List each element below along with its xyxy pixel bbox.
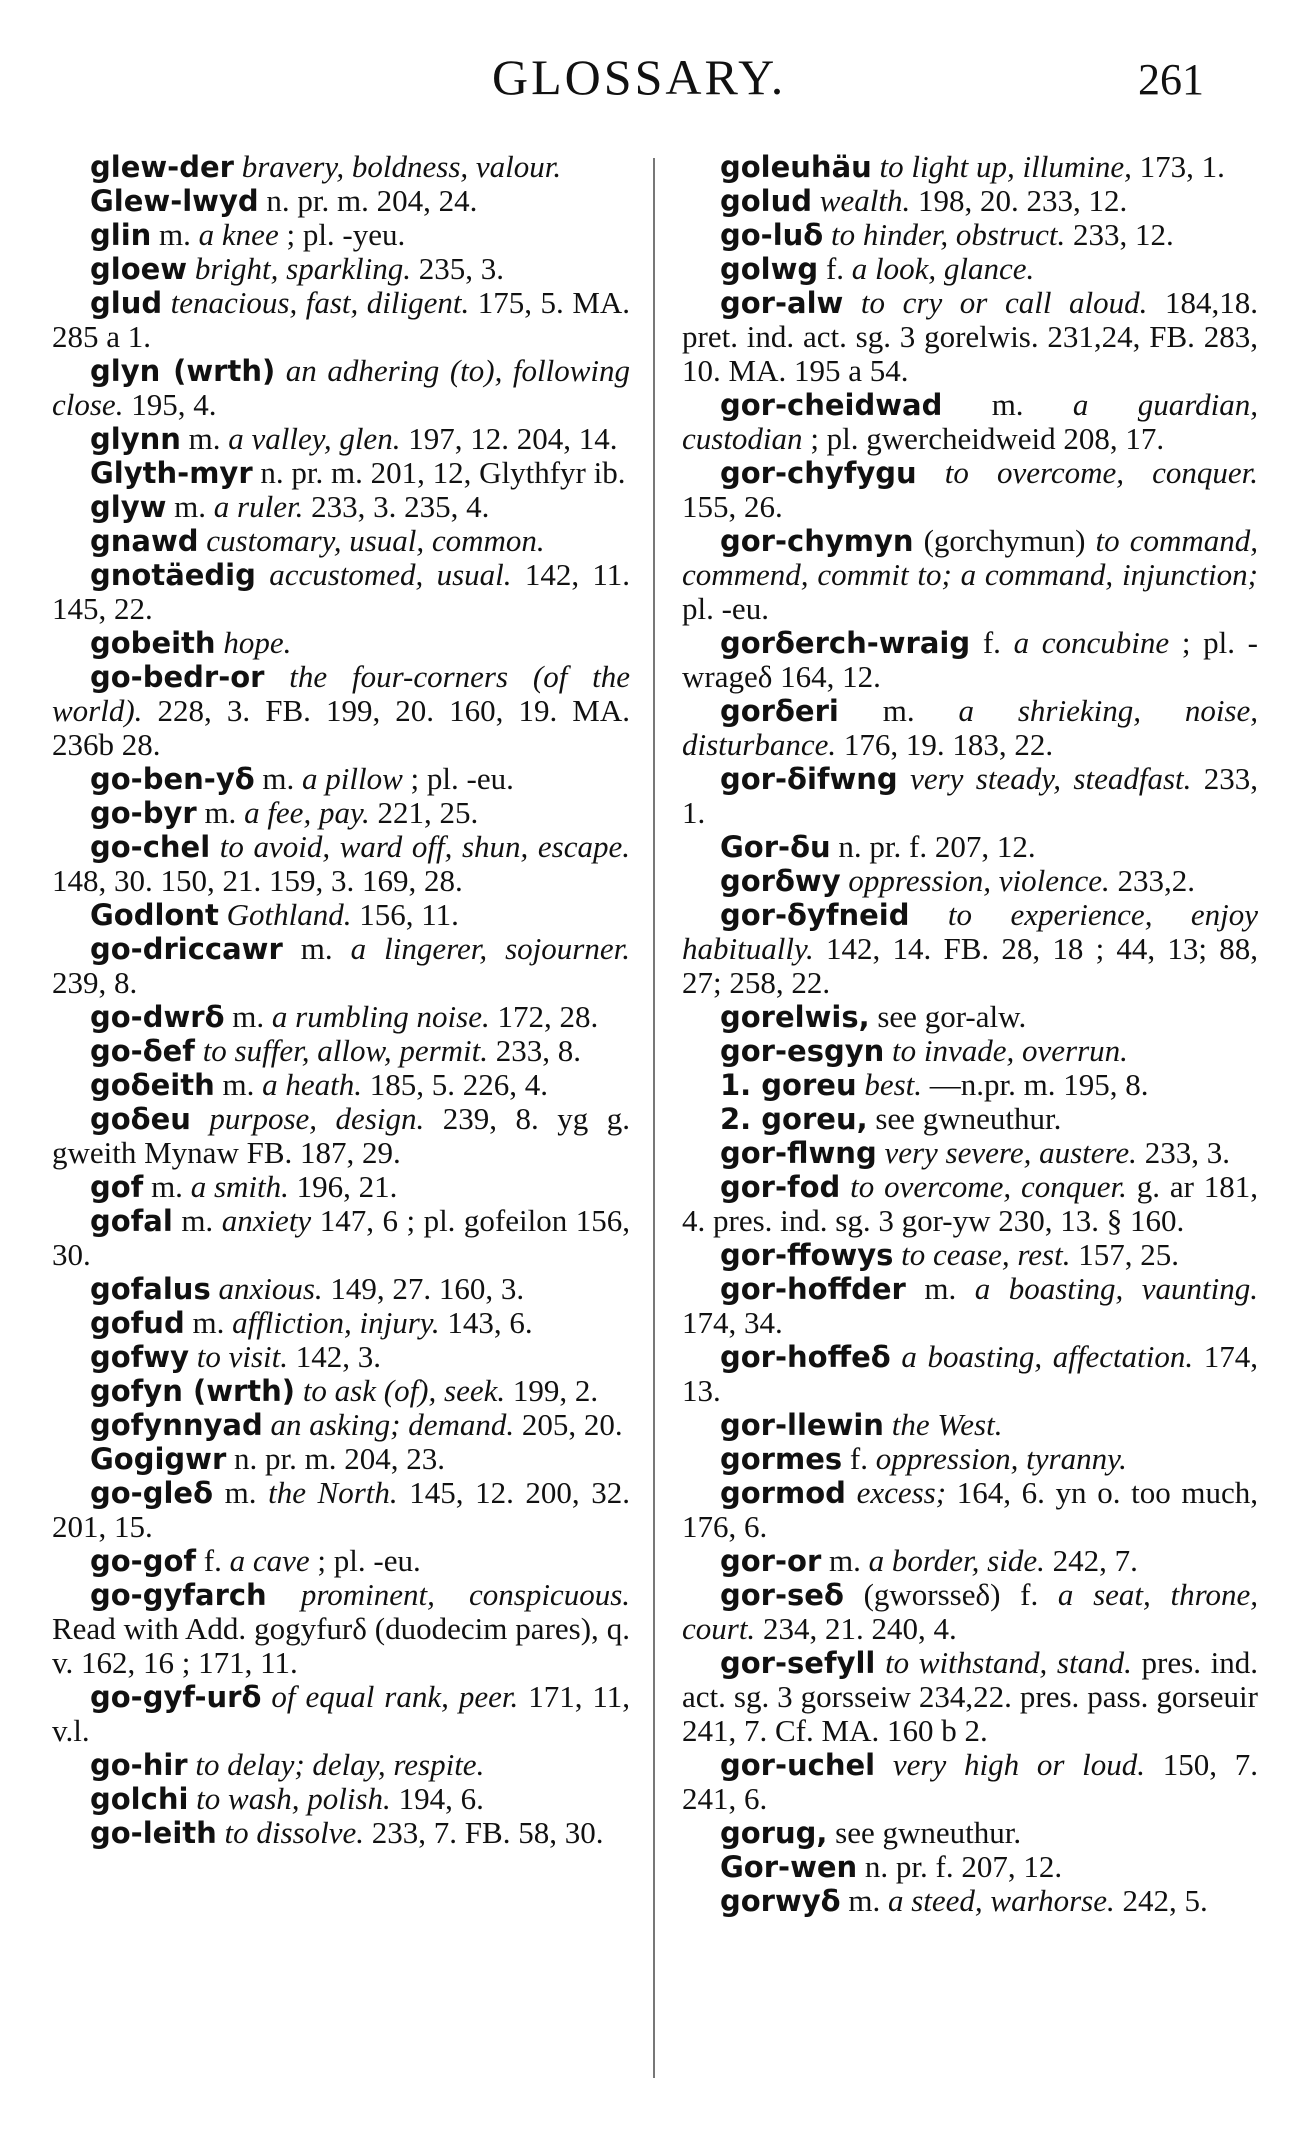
glossary-entry: [682, 252, 1258, 286]
glossary-entry: [52, 524, 630, 558]
entry-references: 176, 19. 183, 22.: [843, 727, 1054, 762]
entry-references: pres. ind. act. sg. 3 gorsseiw 234,22. pres. pass. gorseuir 241, 7. Cf. MA. 160 b 2.: [682, 1645, 1259, 1748]
headword: gor-sefyll: [720, 1646, 876, 1680]
headword: gor-alw: [720, 286, 844, 320]
entry-definition: a boasting, affectation.: [901, 1339, 1194, 1374]
page-header: [0, 48, 1298, 108]
entry-references: 145, 12. 200, 32. 201, 15.: [52, 1475, 631, 1544]
entry-grammar: m.: [174, 489, 207, 524]
entry-references: 142, 3.: [295, 1339, 382, 1374]
glossary-entry: [52, 1306, 630, 1340]
glossary-entry: [52, 1816, 630, 1850]
entry-references: 242, 5.: [1122, 1883, 1208, 1918]
glossary-entry: [52, 1000, 630, 1034]
entry-grammar: m.: [262, 761, 295, 796]
entry-references: 195, 4.: [131, 387, 217, 422]
entry-definition: prominent, conspicuous.: [300, 1577, 631, 1612]
headword: glin: [90, 218, 152, 252]
headword: gorδeri: [720, 694, 839, 728]
glossary-entry: [52, 1340, 630, 1374]
glossary-entry: [682, 1238, 1258, 1272]
entry-grammar: m.: [829, 1543, 861, 1578]
entry-definition: a valley, glen.: [228, 421, 401, 456]
glossary-entry: [52, 1068, 630, 1102]
glossary-entry: [52, 1442, 630, 1476]
entry-definition: a heath.: [262, 1067, 362, 1102]
glossary-entry: [682, 1850, 1258, 1884]
entry-definition: very severe, austere.: [884, 1135, 1137, 1170]
entry-grammar: m.: [151, 1169, 183, 1204]
glossary-entry: [52, 1748, 630, 1782]
entry-references: 150, 7. 241, 6.: [682, 1747, 1258, 1816]
glossary-entry: [682, 626, 1258, 694]
entry-definition: to delay; delay, respite.: [195, 1747, 485, 1782]
entry-definition: a seat, throne, court.: [682, 1577, 1259, 1646]
entry-definition: a rumbling noise.: [271, 999, 490, 1034]
glossary-entry: [682, 1034, 1258, 1068]
headword: go-bedr-or: [90, 660, 265, 694]
headword: Gogigwr: [90, 1442, 227, 1476]
entry-definition: a pillow: [302, 761, 403, 796]
headword: go-hir: [90, 1748, 188, 1782]
glossary-entry: [682, 1884, 1258, 1918]
glossary-entry: [52, 1204, 630, 1272]
entry-definition: best.: [864, 1067, 923, 1102]
headword: gofyn (wrth): [90, 1374, 296, 1408]
glossary-entry: [52, 932, 630, 1000]
entry-definition: a border, side.: [868, 1543, 1045, 1578]
entry-definition: very high or loud.: [892, 1747, 1145, 1782]
entry-references: 196, 21.: [296, 1169, 398, 1204]
entry-grammar: m.: [204, 795, 237, 830]
headword: Glew-lwyd: [90, 184, 259, 218]
entry-references: 233, 3. 235, 4.: [311, 489, 490, 524]
entry-grammar: m.: [300, 931, 333, 966]
entry-grammar: (gorchymun): [923, 523, 1086, 558]
glossary-entry: [52, 1680, 630, 1748]
entry-references: 233, 8.: [495, 1033, 582, 1068]
glossary-entry: [52, 456, 630, 490]
entry-grammar: m.: [232, 999, 265, 1034]
entry-definition: accustomed, usual.: [269, 557, 512, 592]
glossary-entry: [52, 1374, 630, 1408]
headword: goδeu: [90, 1102, 191, 1136]
entry-definition: the West.: [891, 1407, 1003, 1442]
headword: gorδwy: [720, 864, 841, 898]
entry-references: 234, 21. 240, 4.: [762, 1611, 957, 1646]
headword: go-leith: [90, 1816, 217, 1850]
entry-references: 228, 3. FB. 199, 20. 160, 19. MA. 236b 28.: [52, 693, 631, 762]
entry-definition: a concubine: [1013, 625, 1170, 660]
entry-definition: bright, sparkling.: [194, 251, 411, 286]
headword: 1. goreu: [720, 1068, 857, 1102]
glossary-entry: [682, 1272, 1258, 1340]
glossary-entry: [682, 1544, 1258, 1578]
headword: go-dwrδ: [90, 1000, 225, 1034]
entry-grammar: m.: [848, 1883, 881, 1918]
entry-grammar: n. pr. f. 207, 12.: [864, 1849, 1063, 1884]
headword: gnotäedig: [90, 558, 256, 592]
glossary-entry: [52, 558, 630, 626]
glossary-entry: [682, 1102, 1258, 1136]
glossary-entry: [52, 1102, 630, 1170]
headword: gor-uchel: [720, 1748, 876, 1782]
glossary-entry: [682, 184, 1258, 218]
glossary-entry: [682, 1170, 1258, 1238]
entry-grammar: m.: [159, 217, 191, 252]
entry-references: 143, 6.: [447, 1305, 533, 1340]
entry-definition: hope.: [223, 625, 292, 660]
glossary-entry: [52, 1782, 630, 1816]
glossary-entry: [52, 354, 630, 422]
glossary-entry: [52, 184, 630, 218]
entry-definition: anxious.: [218, 1271, 323, 1306]
entry-definition: a steed, warhorse.: [887, 1883, 1115, 1918]
glossary-entry: [682, 1646, 1258, 1748]
entry-references: 242, 7.: [1052, 1543, 1138, 1578]
glossary-entry: [682, 524, 1258, 626]
headword: Glyth-myr: [90, 456, 253, 490]
entry-grammar: f.: [849, 1441, 868, 1476]
entry-references: 233, 3.: [1144, 1135, 1230, 1170]
entry-definition: Gothland.: [226, 897, 352, 932]
entry-definition: a lingerer, sojourner.: [350, 931, 630, 966]
entry-definition: bravery, boldness, valour.: [241, 149, 562, 184]
headword: go-byr: [90, 796, 197, 830]
entry-references: 173, 1.: [1139, 149, 1225, 184]
headword: Gor-wen: [720, 1850, 858, 1884]
headword: gor-fod: [720, 1170, 841, 1204]
glossary-entry: [52, 218, 630, 252]
entry-definition: a smith.: [190, 1169, 289, 1204]
entry-references: 157, 25.: [1078, 1237, 1179, 1272]
glossary-entry: [682, 1442, 1258, 1476]
glossary-entry: [52, 1272, 630, 1306]
entry-grammar: n. pr. m. 204, 24.: [266, 183, 478, 218]
right-column: [682, 150, 1258, 1918]
entry-grammar: see gwneuthur.: [875, 1101, 1062, 1136]
entry-references: 147, 6 ; pl. gofeilon 156, 30.: [52, 1203, 630, 1272]
entry-references: 233, 1.: [682, 761, 1258, 830]
entry-references: 149, 27. 160, 3.: [330, 1271, 525, 1306]
headword: go-gyf-urδ: [90, 1680, 262, 1714]
headword: gor-cheidwad: [720, 388, 943, 422]
entry-definition: excess;: [856, 1475, 947, 1510]
glossary-entry: [682, 694, 1258, 762]
column-divider: [653, 158, 655, 2078]
glossary-entry: [52, 1408, 630, 1442]
headword: gobeith: [90, 626, 216, 660]
entry-definition: the North.: [268, 1475, 398, 1510]
headword: glud: [90, 286, 163, 320]
entry-grammar: f.: [825, 251, 845, 286]
entry-definition: to avoid, ward off, shun, escape.: [219, 829, 630, 864]
glossary-entry: [52, 422, 630, 456]
entry-references: 199, 2.: [512, 1373, 599, 1408]
entry-grammar: n. pr. f. 207, 12.: [838, 829, 1036, 864]
page-number: 261: [1138, 55, 1204, 104]
headword: go-gyfarch: [90, 1578, 267, 1612]
headword: go-ben-yδ: [90, 762, 255, 796]
entry-definition: a ruler.: [213, 489, 304, 524]
entry-references: 233, 7. FB. 58, 30.: [371, 1815, 604, 1850]
headword: gorelwis,: [720, 1000, 870, 1034]
headword: gorwyδ: [720, 1884, 841, 1918]
headword: gor-ffowys: [720, 1238, 894, 1272]
entry-references: 175, 5. MA. 285 a 1.: [52, 285, 631, 354]
entry-references: 233, 12.: [1072, 217, 1174, 252]
glossary-entry: [52, 252, 630, 286]
entry-definition: of equal rank, peer.: [271, 1679, 519, 1714]
entry-references: 142, 11. 145, 22.: [52, 557, 630, 626]
page-title: GLOSSARY.: [492, 49, 787, 105]
entry-references: 148, 30. 150, 21. 159, 3. 169, 28.: [52, 863, 463, 898]
glossary-entry: [682, 1068, 1258, 1102]
glossary-entry: [682, 864, 1258, 898]
entry-grammar: n. pr. m. 204, 23.: [234, 1441, 446, 1476]
entry-references: 221, 25.: [377, 795, 479, 830]
headword: gofud: [90, 1306, 185, 1340]
glossary-entry: [682, 762, 1258, 830]
entry-definition: to invade, overrun.: [892, 1033, 1128, 1068]
headword: gofynnyad: [90, 1408, 263, 1442]
glossary-entry: [682, 830, 1258, 864]
headword: glyn (wrth): [90, 354, 276, 388]
entry-definition: a boasting, vaunting.: [974, 1271, 1259, 1306]
entry-definition: an adhering (to), following close.: [52, 353, 630, 422]
headword: gnawd: [90, 524, 199, 558]
entry-definition: the four-corners (of the world).: [52, 659, 630, 728]
glossary-entry: [52, 1034, 630, 1068]
entry-references: 184,18. pret. ind. act. sg. 3 gorelwis. 231,24, FB. 283, 10. MA. 195 a 54.: [682, 285, 1258, 388]
headword: gor-hoffder: [720, 1272, 906, 1306]
glossary-entry: [52, 1476, 630, 1544]
entry-grammar: m.: [224, 1475, 257, 1510]
left-column: [52, 150, 630, 1850]
headword: gor-seδ: [720, 1578, 844, 1612]
glossary-entry: [682, 1136, 1258, 1170]
glossary-entry: [682, 456, 1258, 524]
entry-definition: a guardian, custodian: [682, 387, 1259, 456]
headword: go-driccawr: [90, 932, 283, 966]
entry-definition: to light up, illumine,: [879, 149, 1132, 184]
headword: glew-der: [90, 150, 234, 184]
headword: gor-or: [720, 1544, 822, 1578]
entry-grammar: n. pr. m. 201, 12, Glythfyr ib.: [260, 455, 626, 490]
headword: gofalus: [90, 1272, 211, 1306]
entry-definition: oppression, violence.: [848, 863, 1110, 898]
entry-definition: to overcome, conquer.: [944, 455, 1258, 490]
entry-definition: to withstand, stand.: [885, 1645, 1132, 1680]
entry-definition: oppression, tyranny.: [875, 1441, 1127, 1476]
glossary-entry: [682, 1816, 1258, 1850]
entry-definition: to cease, rest.: [901, 1237, 1071, 1272]
entry-definition: to overcome, conquer.: [850, 1169, 1127, 1204]
glossary-entry: [682, 898, 1258, 1000]
glossary-entry: [52, 286, 630, 354]
entry-definition: an asking; demand.: [270, 1407, 515, 1442]
headword: go-chel: [90, 830, 211, 864]
headword: gorug,: [720, 1816, 828, 1850]
headword: gor-esgyn: [720, 1034, 885, 1068]
entry-references: ; pl. -eu.: [317, 1543, 421, 1578]
glossary-entry: [52, 898, 630, 932]
headword: gor-chymyn: [720, 524, 914, 558]
headword: goleuhäu: [720, 150, 872, 184]
entry-references: g. ar 181, 4. pres. ind. sg. 3 gor-yw 230, 13. § 160.: [682, 1169, 1258, 1238]
glossary-entry: [52, 1578, 630, 1680]
entry-definition: to experience, enjoy habitually.: [682, 897, 1259, 966]
entry-grammar: f.: [203, 1543, 222, 1578]
entry-grammar: m.: [188, 421, 221, 456]
headword: glyw: [90, 490, 167, 524]
entry-grammar: f.: [982, 625, 1001, 660]
entry-references: 235, 3.: [418, 251, 504, 286]
glossary-entry: [52, 1170, 630, 1204]
entry-references: 185, 5. 226, 4.: [369, 1067, 548, 1102]
glossary-entry: [52, 1544, 630, 1578]
glossary-entry: [682, 1578, 1258, 1646]
entry-definition: to hinder, obstruct.: [830, 217, 1066, 252]
entry-definition: to wash, polish.: [196, 1781, 391, 1816]
entry-definition: a look, glance.: [851, 251, 1035, 286]
glossary-entry: [52, 490, 630, 524]
headword: Godlont: [90, 898, 219, 932]
entry-references: 164, 6. yn o. too much, 176, 6.: [682, 1475, 1259, 1544]
entry-definition: to ask (of), seek.: [302, 1373, 506, 1408]
headword: gormes: [720, 1442, 843, 1476]
headword: gor-hoffeδ: [720, 1340, 891, 1374]
entry-references: 172, 28.: [497, 999, 599, 1034]
glossary-entry: [682, 1408, 1258, 1442]
entry-definition: very steady, steadfast.: [910, 761, 1192, 796]
entry-references: Read with Add. gogyfurδ (duodecim pares), q. v. 162, 16 ; 171, 11.: [52, 1611, 630, 1680]
entry-definition: customary, usual, common.: [206, 523, 545, 558]
entry-references: 239, 8. yg g. gweith Mynaw FB. 187, 29.: [52, 1101, 630, 1170]
glossary-entry: [682, 1748, 1258, 1816]
glossary-entry: [52, 762, 630, 796]
headword: gloew: [90, 252, 188, 286]
headword: gorδerch-wraig: [720, 626, 971, 660]
headword: go-gof: [90, 1544, 197, 1578]
entry-references: 156, 11.: [359, 897, 459, 932]
headword: glynn: [90, 422, 181, 456]
entry-definition: a knee: [198, 217, 279, 252]
entry-definition: to dissolve.: [224, 1815, 365, 1850]
entry-references: pl. -eu.: [682, 591, 769, 626]
entry-grammar: m.: [924, 1271, 957, 1306]
entry-definition: a fee, pay.: [244, 795, 370, 830]
headword: 2. goreu,: [720, 1102, 868, 1136]
headword: gormod: [720, 1476, 846, 1510]
entry-references: 239, 8.: [52, 965, 138, 1000]
entry-references: 197, 12. 204, 14.: [408, 421, 618, 456]
entry-references: 155, 26.: [682, 489, 783, 524]
headword: goδeith: [90, 1068, 215, 1102]
headword: gor-chyfygu: [720, 456, 917, 490]
headword: gofwy: [90, 1340, 189, 1374]
entry-references: ; pl. -eu.: [410, 761, 514, 796]
entry-grammar: m.: [181, 1203, 214, 1238]
entry-definition: to suffer, allow, permit.: [202, 1033, 489, 1068]
entry-references: ; pl. -yeu.: [286, 217, 406, 252]
entry-grammar: m.: [222, 1067, 255, 1102]
glossary-entry: [52, 660, 630, 762]
glossary-entry: [52, 796, 630, 830]
entry-references: 142, 14. FB. 28, 18 ; 44, 13; 88, 27; 258, 22.: [682, 931, 1258, 1000]
entry-grammar: m.: [882, 693, 915, 728]
entry-references: ; pl. -wrageδ 164, 12.: [682, 625, 1259, 694]
entry-definition: to cry or call aloud.: [860, 285, 1148, 320]
entry-definition: a cave: [229, 1543, 310, 1578]
entry-definition: tenacious, fast, diligent.: [170, 285, 470, 320]
entry-references: 233,2.: [1117, 863, 1196, 898]
entry-definition: a shrieking, noise, disturbance.: [682, 693, 1259, 762]
entry-grammar: m.: [192, 1305, 225, 1340]
glossary-entry: [52, 150, 630, 184]
entry-definition: wealth.: [819, 183, 911, 218]
entry-definition: to visit.: [196, 1339, 289, 1374]
glossary-entry: [682, 286, 1258, 388]
entry-definition: affliction, injury.: [232, 1305, 440, 1340]
entry-references: 205, 20.: [521, 1407, 623, 1442]
entry-references: 194, 6.: [398, 1781, 484, 1816]
entry-definition: to command, commend, commit to; a command, injunction;: [682, 523, 1259, 592]
entry-references: 174, 34.: [682, 1305, 783, 1340]
headword: Gor-δu: [720, 830, 831, 864]
entry-grammar: see gor-alw.: [877, 999, 1027, 1034]
headword: gofal: [90, 1204, 173, 1238]
headword: gof: [90, 1170, 144, 1204]
glossary-entry: [682, 1000, 1258, 1034]
entry-references: 171, 11, v.l.: [52, 1679, 630, 1748]
glossary-entry: [682, 388, 1258, 456]
entry-grammar: see gwneuthur.: [835, 1815, 1022, 1850]
glossary-entry: [682, 218, 1258, 252]
entry-definition: purpose, design.: [209, 1101, 425, 1136]
headword: golchi: [90, 1782, 189, 1816]
headword: go-δef: [90, 1034, 195, 1068]
headword: go-gleδ: [90, 1476, 214, 1510]
headword: gor-llewin: [720, 1408, 884, 1442]
entry-references: 198, 20. 233, 12.: [917, 183, 1128, 218]
entry-grammar: m.: [991, 387, 1024, 422]
headword: golud: [720, 184, 813, 218]
headword: gor-δyfneid: [720, 898, 910, 932]
headword: gor-flwng: [720, 1136, 877, 1170]
glossary-entry: [52, 626, 630, 660]
glossary-entry: [682, 1476, 1258, 1544]
entry-references: ; pl. gwercheidweid 208, 17.: [810, 421, 1165, 456]
glossary-entry: [682, 150, 1258, 184]
headword: go-luδ: [720, 218, 824, 252]
headword: gor-δifwng: [720, 762, 898, 796]
glossary-entry: [682, 1340, 1258, 1408]
entry-grammar: (gworsseδ) f.: [863, 1577, 1039, 1612]
entry-references: 174, 13.: [682, 1339, 1258, 1408]
headword: golwg: [720, 252, 819, 286]
glossary-entry: [52, 830, 630, 898]
entry-definition: anxiety: [221, 1203, 312, 1238]
entry-references: —n.pr. m. 195, 8.: [929, 1067, 1149, 1102]
